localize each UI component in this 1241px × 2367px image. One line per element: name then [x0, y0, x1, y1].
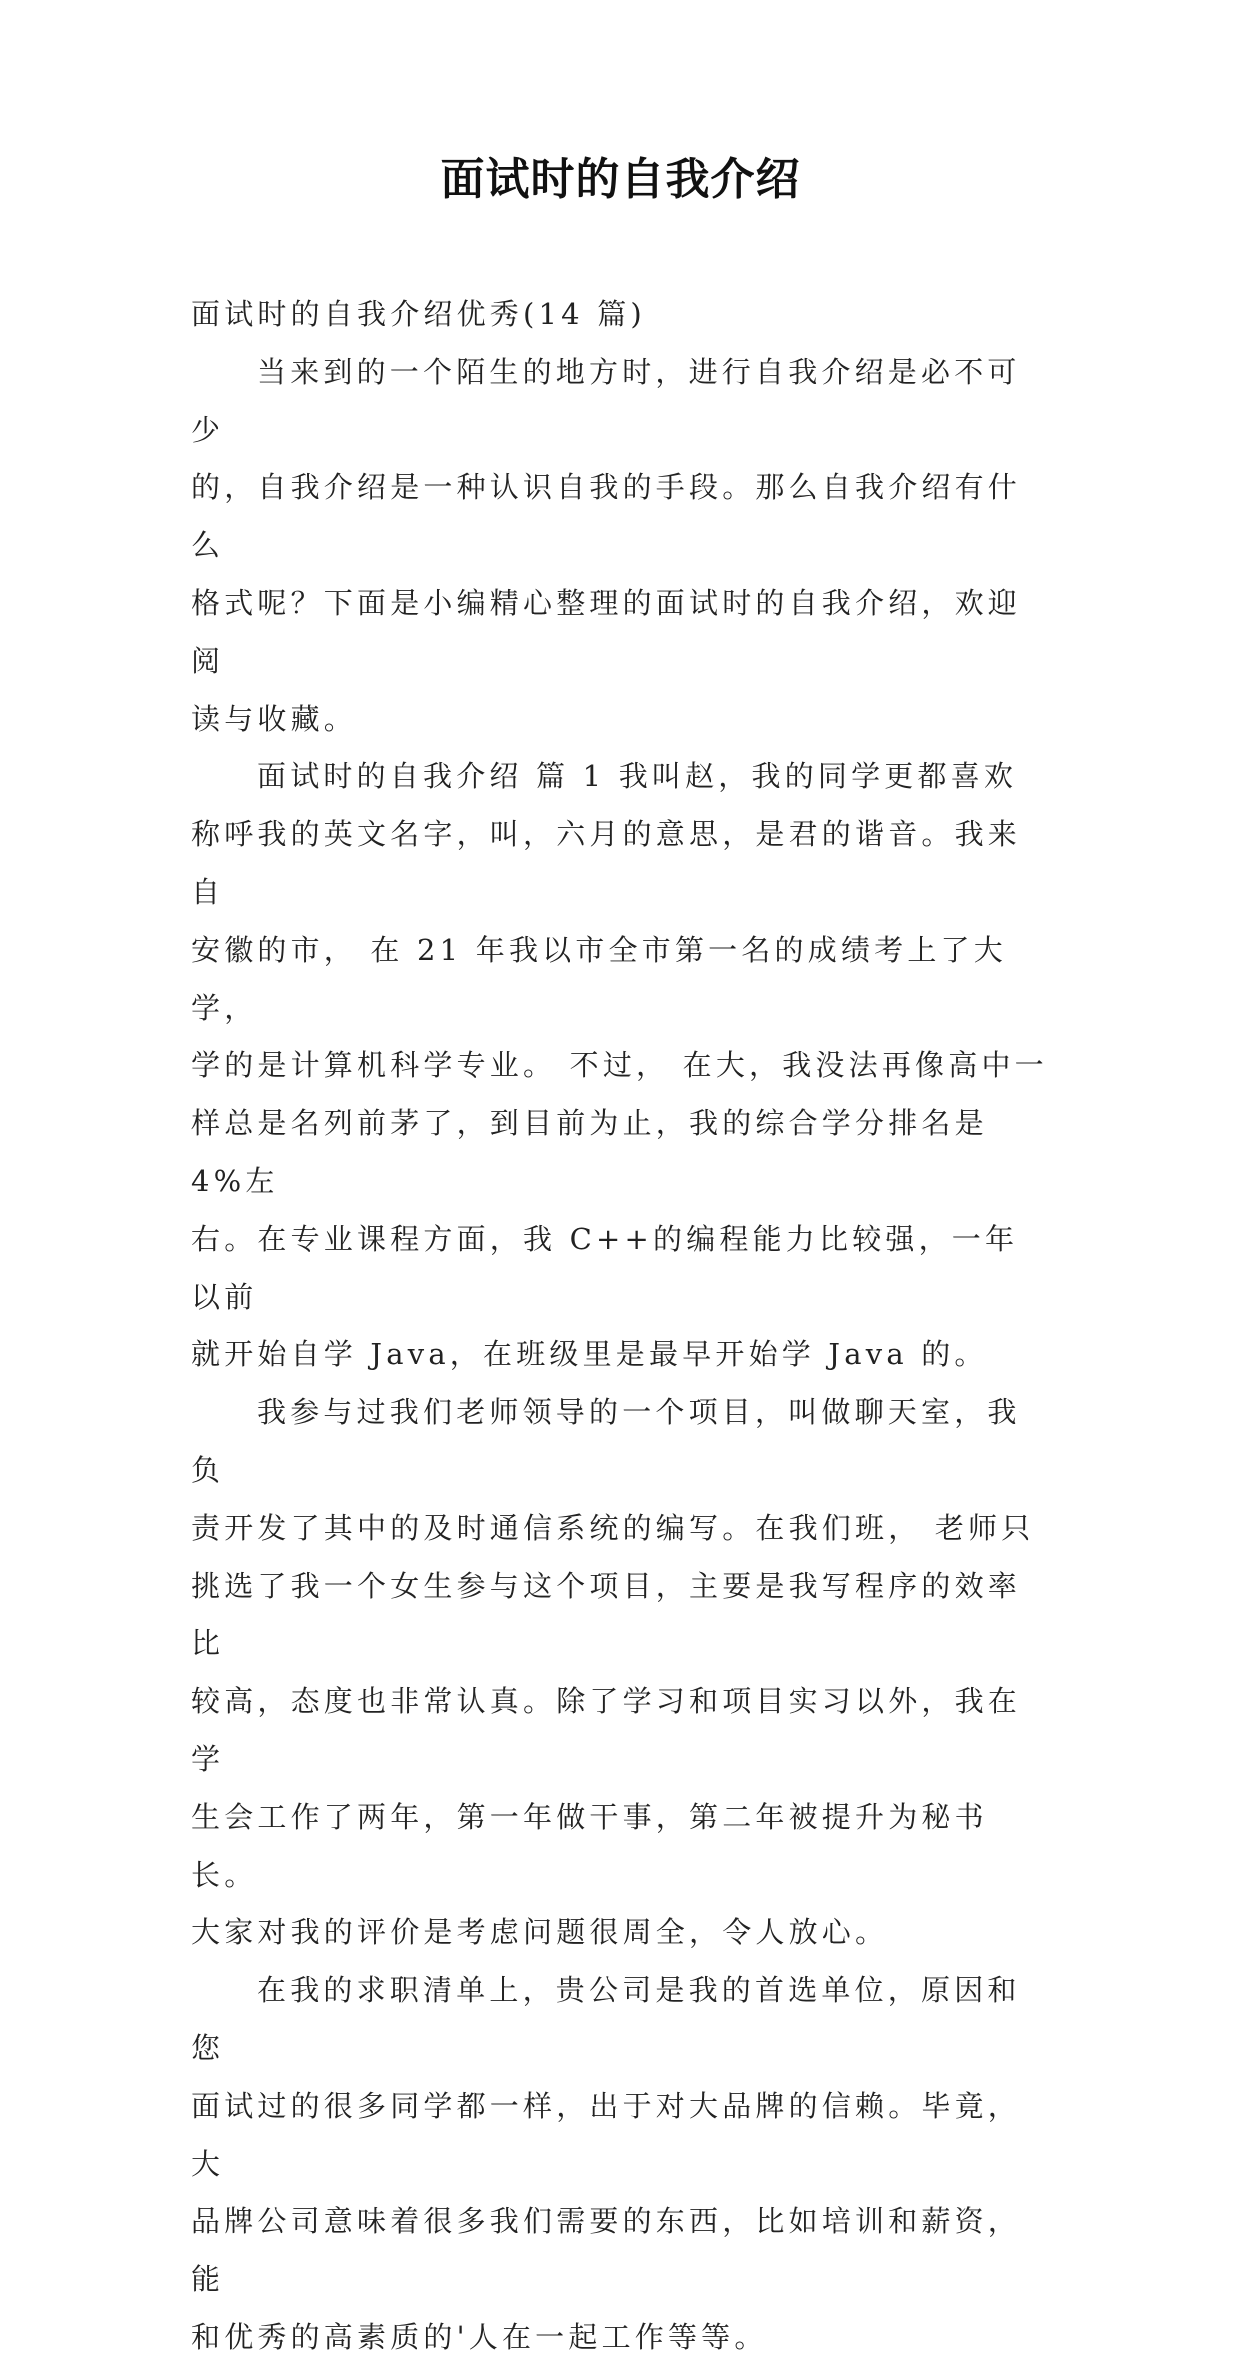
document-title: 面试时的自我介绍: [440, 154, 801, 205]
project-paragraph: 我参与过我们老师领导的一个项目，叫做聊天室，我负 责开发了其中的及时通信系统的编写。在我们班， 老师只 挑选了我一个女生参与这个项目，主要是我写程序的效率比 较高，态度也非常认真。除了学习和项目实习以外，我在学 生会工作了两年，第一年做干事，第二年被提升为秘书长。 大家对我的评价是考虑问题很周全，令人放心。: [191, 1395, 1035, 1950]
subtitle-paragraph: 面试时的自我介绍优秀(14 篇): [191, 297, 646, 331]
company-paragraph: 在我的求职清单上，贵公司是我的首选单位，原因和您 面试过的很多同学都一样，出于对大品牌的信赖。毕竟，大 品牌公司意味着很多我们需要的东西，比如培训和薪资，能 和优秀的高素质的'人在一起工作等等。: [191, 1973, 1022, 2354]
section-1-paragraph: 面试时的自我介绍 篇 1 我叫赵，我的同学更都喜欢 称呼我的英文名字，叫，六月的意思，是君的谐音。我来自 安徽的市， 在 21 年我以市全市第一名的成绩考上了大学， 学的是计算机科学专业。 不过， 在大，我没法再像高中一 样总是名列前茅了，到目前为止，我的综合学分排名是 4%左 右。在专业课程方面，我 C++的编程能力比较强，一年以前 就开始自学 Java，在班级里是最早开始学 Java 的。: [191, 759, 1048, 1372]
document-body: [191, 286, 1051, 2367]
intro-paragraph: 当来到的一个陌生的地方时，进行自我介绍是必不可少 的，自我介绍是一种认识自我的手段。那么自我介绍有什么 格式呢？下面是小编精心整理的面试时的自我介绍，欢迎阅 读与收藏。: [191, 354, 1022, 736]
